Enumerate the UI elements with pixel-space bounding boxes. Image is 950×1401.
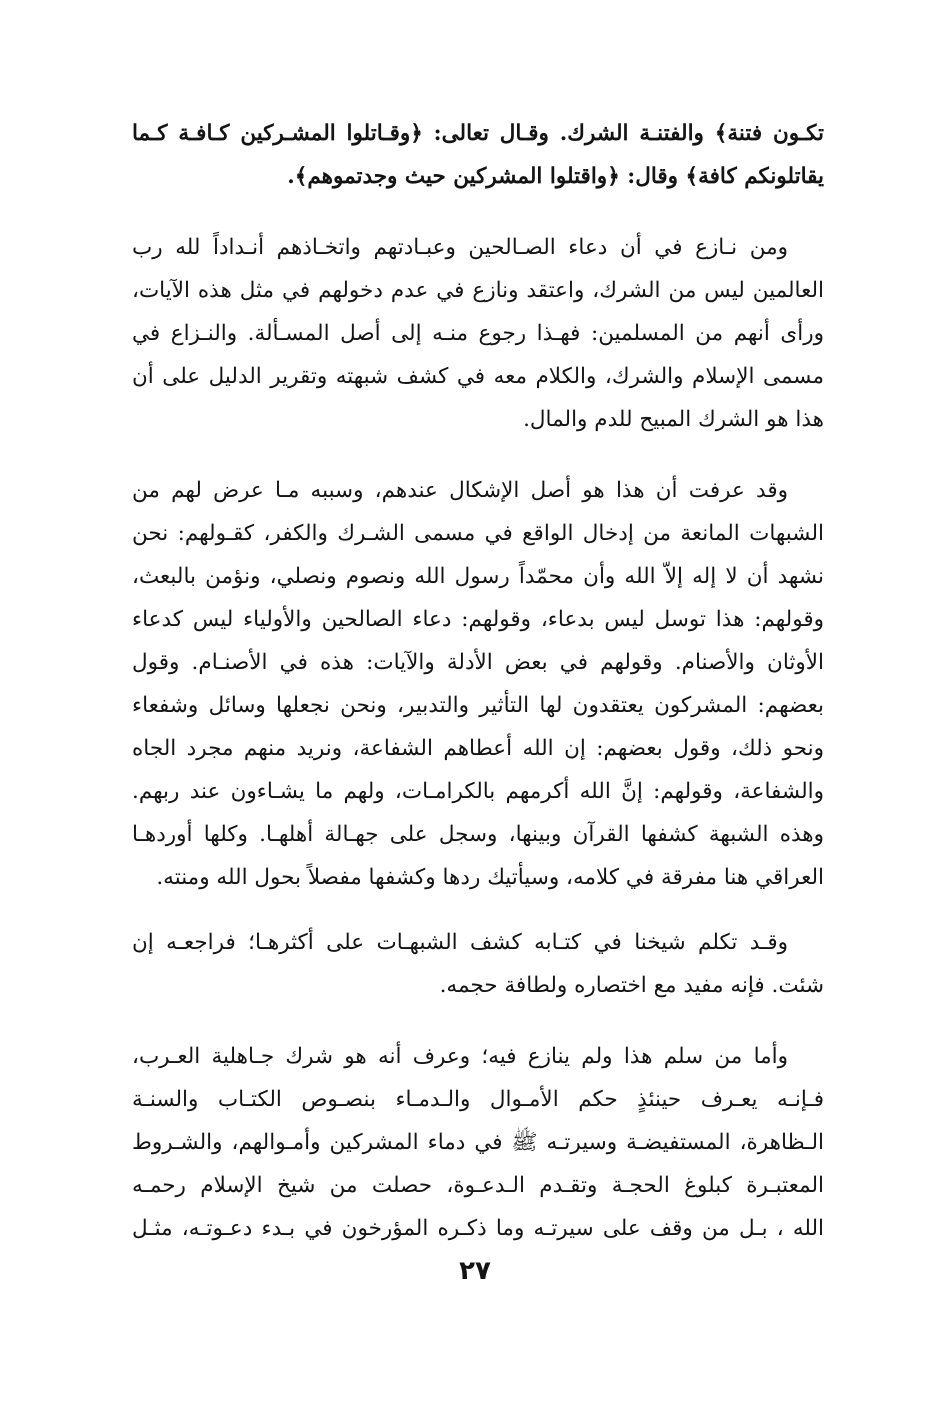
text-line: وقـد تكلم شيخنا في كتـابه كشف الشبهـات على أكثرهـا؛ فراجعـه إن <box>132 930 788 955</box>
text-line: الـظاهرة، المستفيضـة وسيرتـه ﷺ في دماء المشركين وأمـوالهم، والشـروط <box>132 1130 824 1155</box>
text-line: وهذه الشبهة كشفها القرآن وبينها، وسجل على جهـالة أهلهـا. وكلها أوردهـا <box>132 822 824 847</box>
text-line: شئت. فإنه مفيد مع اختصاره ولطافة حجمه. <box>439 973 824 998</box>
text-line: العالمين ليس من الشرك، واعتقد ونازع في عدم دخولهم في مثل هذه الآيات، <box>132 278 824 303</box>
text-line: الأوثان والأصنام. وقولهم في بعض الأدلة والآيات: هذه في الأصنـام. وقول <box>132 650 824 675</box>
text-line: هذا هو الشرك المبيح للدم والمال. <box>523 407 824 432</box>
text-line: ورأى أنهم من المسلمين: فهـذا رجوع منـه إلى أصل المسـألة. والنـزاع في <box>132 321 824 346</box>
text-line: وأما من سلم هذا ولم ينازع فيه؛ وعرف أنه هو شرك جـاهلية العـرب، <box>132 1044 788 1069</box>
text-line: يقاتلونكم كافة﴾ وقال: ﴿واقتلوا المشركين حيث وجدتموهم﴾. <box>287 164 824 189</box>
text-line: العراقي هنا مفرقة في كلامه، وسيأتيك ردها وكشفها مفصلاً بحول الله ومنته. <box>156 865 824 890</box>
text-line: ونحو ذلك، وقول بعضهم: إن الله أعطاهم الشفاعة، ونريد منهم مجرد الجاه <box>132 736 824 761</box>
text-line: الله ، بـل من وقف على سيرتـه وما ذكـره المؤرخون في بـدء دعـوتـه، مثـل <box>132 1216 824 1241</box>
paragraph-accepted <box>132 1035 824 1250</box>
text-line: وقولهم: هذا توسل ليس بدعاء، وقولهم: دعاء الصالحين والأولياء ليس كدعاء <box>132 607 824 632</box>
text-line: المعتبـرة كبلوغ الحجـة وتقـدم الـدعـوة، حصلت من شيخ الإسلام رحمـه <box>132 1173 824 1198</box>
text-line: بعضهم: المشركون يعتقدون لها التأثير والتدبير، ونحن نجعلها وسائل وشفعاء <box>132 693 824 718</box>
text-line: تكـون فتنة﴾ والفتنـة الشرك. وقـال تعالى: ﴿وقـاتلوا المشـركين كـافـة كـما <box>132 121 824 146</box>
text-line: ومن نـازع في أن دعاء الصـالحين وعبـادتهم واتخـاذهم أنـداداً لله رب <box>132 235 788 260</box>
text-line: وقد عرفت أن هذا هو أصل الإشكال عندهم، وسببه مـا عرض لهم من <box>132 478 788 503</box>
document-page <box>132 112 824 1250</box>
text-line: نشهد أن لا إله إلاّ الله وأن محمّداً رسول الله ونصوم ونصلي، ونؤمن بالبعث، <box>132 564 824 589</box>
text-line: الشبهات المانعة من إدخال الواقع في مسمى الشـرك والكفر، كقـولهم: نحن <box>132 521 824 546</box>
paragraph-dispute <box>132 226 824 441</box>
paragraph-doubts <box>132 469 824 899</box>
text-line: والشفاعة، وقولهم: إنَّ الله أكرمهم بالكرامـات، ولهم ما يشـاءون عند ربهم. <box>132 779 824 804</box>
text-line: مسمى الإسلام والشرك، والكلام معه في كشف شبهته وتقرير الدليل على أن <box>132 364 824 389</box>
text-line: فـإنـه يعـرف حينئذٍ حكم الأمـوال والـدمـاء بنصـوص الكتـاب والسنـة <box>132 1087 824 1112</box>
page-number: ٢٧ <box>459 1256 491 1286</box>
paragraph-sheikh-book <box>132 921 824 1007</box>
paragraph-quran-verses <box>132 112 824 198</box>
